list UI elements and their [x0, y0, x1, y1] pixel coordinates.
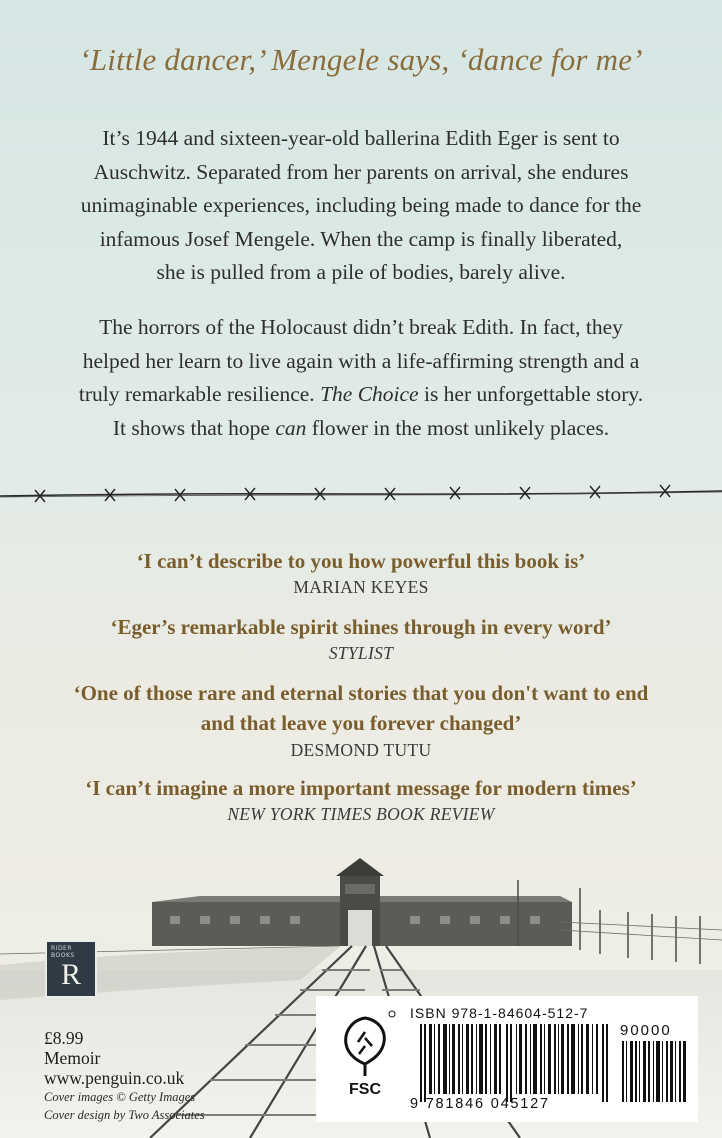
website: www.penguin.co.uk [44, 1068, 185, 1088]
cover-credits [44, 1088, 205, 1124]
review-quote: and that leave you forever changed’ [200, 711, 522, 735]
review-quote: ‘I can’t imagine a more important message for modern times’ [85, 776, 637, 800]
review-source: NEW YORK TIMES BOOK REVIEW [227, 804, 495, 824]
blurb-paragraph-1 [40, 122, 682, 290]
publisher-logo [45, 940, 97, 998]
blurb-line: unimaginable experiences, including being made to dance for the [80, 193, 642, 217]
addon-barcode [622, 1041, 686, 1102]
blurb-line: she is pulled from a pile of bodies, barely alive. [156, 260, 566, 284]
publisher-ring-text: RIDER BOOKS [51, 945, 75, 959]
fsc-tree-icon [332, 1008, 398, 1098]
blurb-paragraph-2 [40, 311, 682, 445]
blurb-line: Auschwitz. Separated from her parents on arrival, she endures [93, 159, 629, 184]
headline-quote: ‘Little dancer,’ Mengele says, ‘dance for me’ [79, 42, 643, 77]
credit-line: Cover design by Two Associates [44, 1108, 205, 1122]
review-quote: ‘One of those rare and eternal stories that you don't want to end [73, 681, 649, 705]
review-source: DESMOND TUTU [290, 740, 432, 760]
barcode-addon-digits: 90000 [620, 1022, 672, 1039]
price-block [44, 1028, 184, 1088]
price: £8.99 [44, 1028, 84, 1048]
review-quote: ‘Eger’s remarkable spirit shines through in every word’ [110, 615, 612, 639]
blurb-line: The horrors of the Holocaust didn’t break Edith. In fact, they [99, 315, 623, 339]
credit-line: Cover images © Getty Images [44, 1090, 196, 1104]
book-title: The Choice [320, 382, 419, 406]
isbn-text: ISBN 978-1-84604-512-7 [410, 1005, 589, 1021]
blurb-line: It shows that hope can flower in the most unlikely places. [112, 415, 610, 440]
barcode-digits: 9 781846 045127 [410, 1096, 550, 1112]
ean-barcode [420, 1024, 608, 1102]
barcode-panel [316, 996, 698, 1122]
review-quote: ‘I can’t describe to you how powerful this book is’ [136, 549, 586, 573]
category: Memoir [44, 1048, 101, 1068]
review-source: STYLIST [328, 643, 394, 663]
review-source: MARIAN KEYES [293, 577, 429, 597]
blurb-line: It’s 1944 and sixteen-year-old ballerina Edith Eger is sent to [102, 126, 620, 150]
blurb-line: helped her learn to live again with a life-affirming strength and a [82, 348, 640, 373]
barbed-wire-divider [0, 480, 722, 510]
publisher-letter: R [60, 958, 81, 991]
fsc-label: FSC [349, 1081, 381, 1098]
blurb-line: truly remarkable resilience. The Choice is her unforgettable story. [78, 382, 644, 406]
blurb-line: infamous Josef Mengele. When the camp is finally liberated, [99, 226, 623, 251]
